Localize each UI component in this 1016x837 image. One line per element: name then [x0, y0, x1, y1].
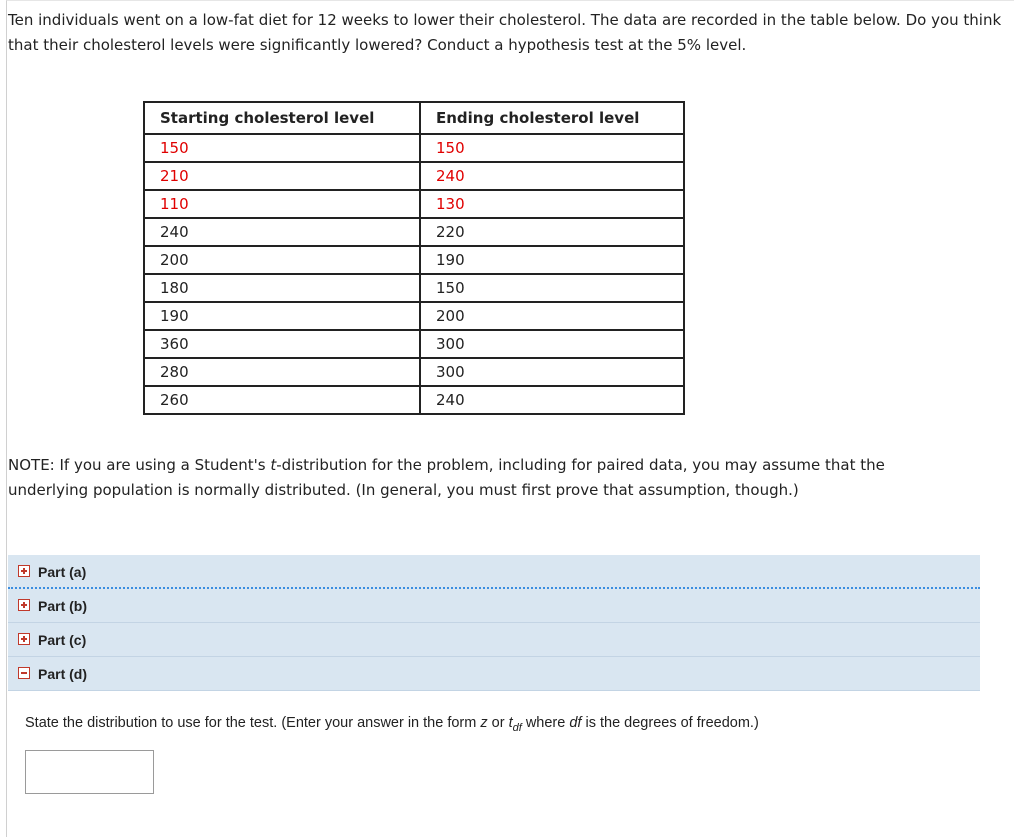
ending-cell: 190 — [420, 246, 684, 274]
table-row — [144, 218, 684, 246]
starting-cell: 200 — [144, 246, 420, 274]
note-text — [8, 453, 968, 503]
t-symbol: t — [508, 715, 513, 731]
table-row — [144, 162, 684, 190]
df-subscript: df — [512, 721, 522, 734]
starting-cell: 280 — [144, 358, 420, 386]
prompt-text: is the degrees of freedom.) — [581, 715, 759, 731]
part-label: Part (d) — [38, 666, 87, 682]
question-text: Ten individuals went on a low-fat diet for 12 weeks to lower their cholesterol. The data are recorded in the table below. Do you think that their cholesterol levels were significantly lowered? Conduct a hypothesis test at the 5% level. — [8, 11, 1002, 54]
prompt-text: or — [487, 715, 509, 731]
starting-cell: 190 — [144, 302, 420, 330]
table-header-row — [144, 102, 684, 134]
ending-cell: 300 — [420, 358, 684, 386]
ending-cell: 240 — [420, 386, 684, 414]
parts-accordion — [8, 555, 980, 691]
df-symbol: df — [569, 715, 582, 731]
starting-cell: 210 — [144, 162, 420, 190]
part-label: Part (a) — [38, 564, 87, 580]
starting-cell: 180 — [144, 274, 420, 302]
expand-icon[interactable] — [18, 565, 30, 577]
distribution-answer-input[interactable] — [25, 750, 154, 794]
ending-cell: 200 — [420, 302, 684, 330]
note-before: NOTE: If you are using a Student's — [8, 456, 271, 474]
part-b-header[interactable] — [8, 589, 980, 623]
ending-cell: 300 — [420, 330, 684, 358]
starting-cell: 150 — [144, 134, 420, 162]
table-row — [144, 190, 684, 218]
part-c-header[interactable] — [8, 623, 980, 657]
starting-cell: 240 — [144, 218, 420, 246]
ending-cell: 150 — [420, 134, 684, 162]
z-symbol: z — [480, 715, 488, 731]
collapse-icon[interactable] — [18, 667, 30, 679]
prompt-text: where — [521, 715, 570, 731]
part-label: Part (c) — [38, 632, 87, 648]
ending-cell: 220 — [420, 218, 684, 246]
table-row — [144, 302, 684, 330]
cholesterol-table — [143, 101, 685, 415]
starting-cell: 110 — [144, 190, 420, 218]
table-row — [144, 246, 684, 274]
starting-cell: 260 — [144, 386, 420, 414]
table-row — [144, 386, 684, 414]
expand-icon[interactable] — [18, 599, 30, 611]
starting-cell: 360 — [144, 330, 420, 358]
header-starting: Starting cholesterol level — [144, 102, 420, 134]
table-row — [144, 358, 684, 386]
part-a-header[interactable] — [8, 555, 980, 589]
part-label: Part (b) — [38, 598, 87, 614]
note-after: -distribution for the problem, including for paired data, you may assume that the underlying population is normally distributed. (In general, you must first prove that assumption, though.) — [8, 456, 885, 499]
note-t-symbol: t — [270, 456, 277, 474]
ending-cell: 130 — [420, 190, 684, 218]
header-ending: Ending cholesterol level — [420, 102, 684, 134]
ending-cell: 150 — [420, 274, 684, 302]
table-row — [144, 274, 684, 302]
table-row — [144, 134, 684, 162]
part-d-prompt — [25, 715, 985, 734]
expand-icon[interactable] — [18, 633, 30, 645]
table-row — [144, 330, 684, 358]
ending-cell: 240 — [420, 162, 684, 190]
part-d-header[interactable] — [8, 657, 980, 691]
prompt-text: State the distribution to use for the test. (Enter your answer in the form — [25, 715, 481, 731]
